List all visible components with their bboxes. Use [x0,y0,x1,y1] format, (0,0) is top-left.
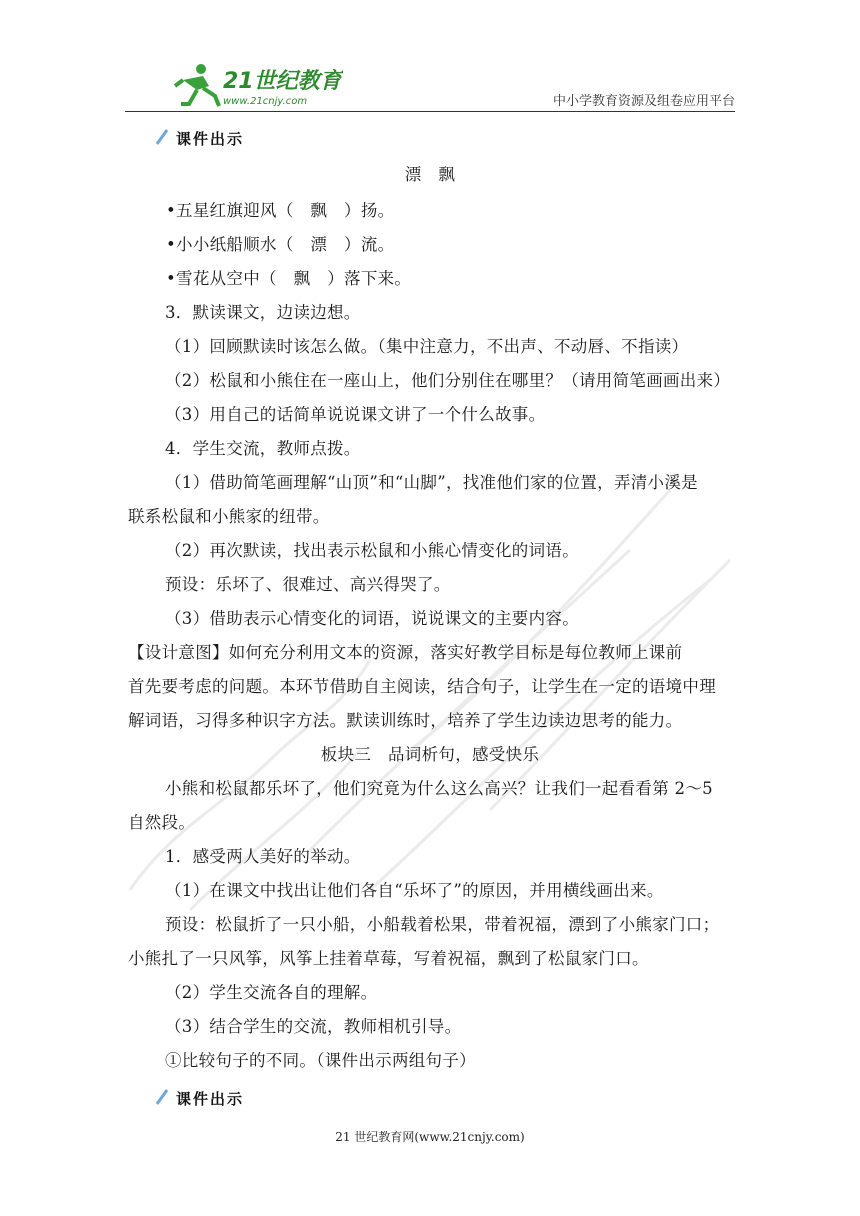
text-line: （2）再次默读，找出表示松鼠和小熊心情变化的词语。 [165,541,579,560]
svg-text:www.21cnjy.com: www.21cnjy.com [223,96,308,107]
text-line: 小熊扎了一只风筝，风筝上挂着草莓，写着祝福，飘到了松鼠家门口。 [128,949,649,968]
slide-title: 漂 飘 [404,165,456,184]
text-line: 解词语，习得多种识字方法。默读训练时，培养了学生边读边思考的能力。 [128,711,683,730]
page-footer: 21 世纪教育网(www.21cnjy.com) [335,1130,525,1144]
kejian-label: 课件出示 [158,1088,226,1109]
text-line: 预设：松鼠折了一只小船，小船载着松果，带着祝福，漂到了小熊家门口； [165,915,720,934]
header-divider [125,111,735,112]
platform-name: 中小学教育资源及组卷应用平台 [552,94,735,109]
design-intent: 【设计意图】如何充分利用文本的资源，落实好教学目标是每位教师上课前 [128,643,683,662]
text-line: 联系松鼠和小熊家的纽带。 [128,507,330,526]
text-line: （1）借助简笔画理解“山顶”和“山脚”，找准他们家的位置，弄清小溪是 [165,473,698,492]
text-line: 小熊和松鼠都乐坏了，他们究竟为什么这么高兴？让我们一起看看第 2～5 [165,779,713,798]
slash-icon [155,129,169,145]
text-line: （3）结合学生的交流，教师相机引导。 [165,1017,462,1036]
text-line: （2）松鼠和小熊住在一座山上，他们分别住在哪里？（请用简笔画画出来） [165,371,731,390]
text-line: 自然段。 [128,813,196,832]
text-line: 预设：乐坏了、很难过、高兴得哭了。 [165,575,451,594]
text-line: （1）回顾默读时该怎么做。（集中注意力，不出声、不动唇、不指读） [165,337,689,356]
text-line: （3）借助表示心情变化的词语，说说课文的主要内容。 [165,609,579,628]
site-logo [153,60,343,110]
kejian-label: 课件出示 [158,128,226,149]
bullet-item: •五星红旗迎风（ 飘 ）扬。 [166,201,395,220]
text-line: 3．默读课文，边读边想。 [165,303,361,322]
section-heading: 板块三 品词析句，感受快乐 [320,745,540,764]
text-line: 1．感受两人美好的举动。 [165,847,361,866]
text-line: ①比较句子的不同。（课件出示两组句子） [165,1051,476,1070]
runner-icon [175,64,219,106]
bullet-item: •小小纸船顺水（ 漂 ）流。 [166,235,395,254]
text-line: （2）学生交流各自的理解。 [165,983,378,1002]
text-line: 4．学生交流，教师点拨。 [165,439,361,458]
text-line: （3）用自己的话简单说说课文讲了一个什么故事。 [165,405,546,424]
bullet-item: •雪花从空中（ 飘 ）落下来。 [166,269,412,288]
page-header [125,60,735,114]
text-line: 首先要考虑的问题。本环节借助自主阅读，结合句子，让学生在一定的语境中理 [128,677,716,696]
svg-text:21世纪教育: 21世纪教育 [223,69,342,94]
slash-icon [155,1089,169,1105]
text-line: （1）在课文中找出让他们各自“乐坏了”的原因，并用横线画出来。 [165,881,664,900]
